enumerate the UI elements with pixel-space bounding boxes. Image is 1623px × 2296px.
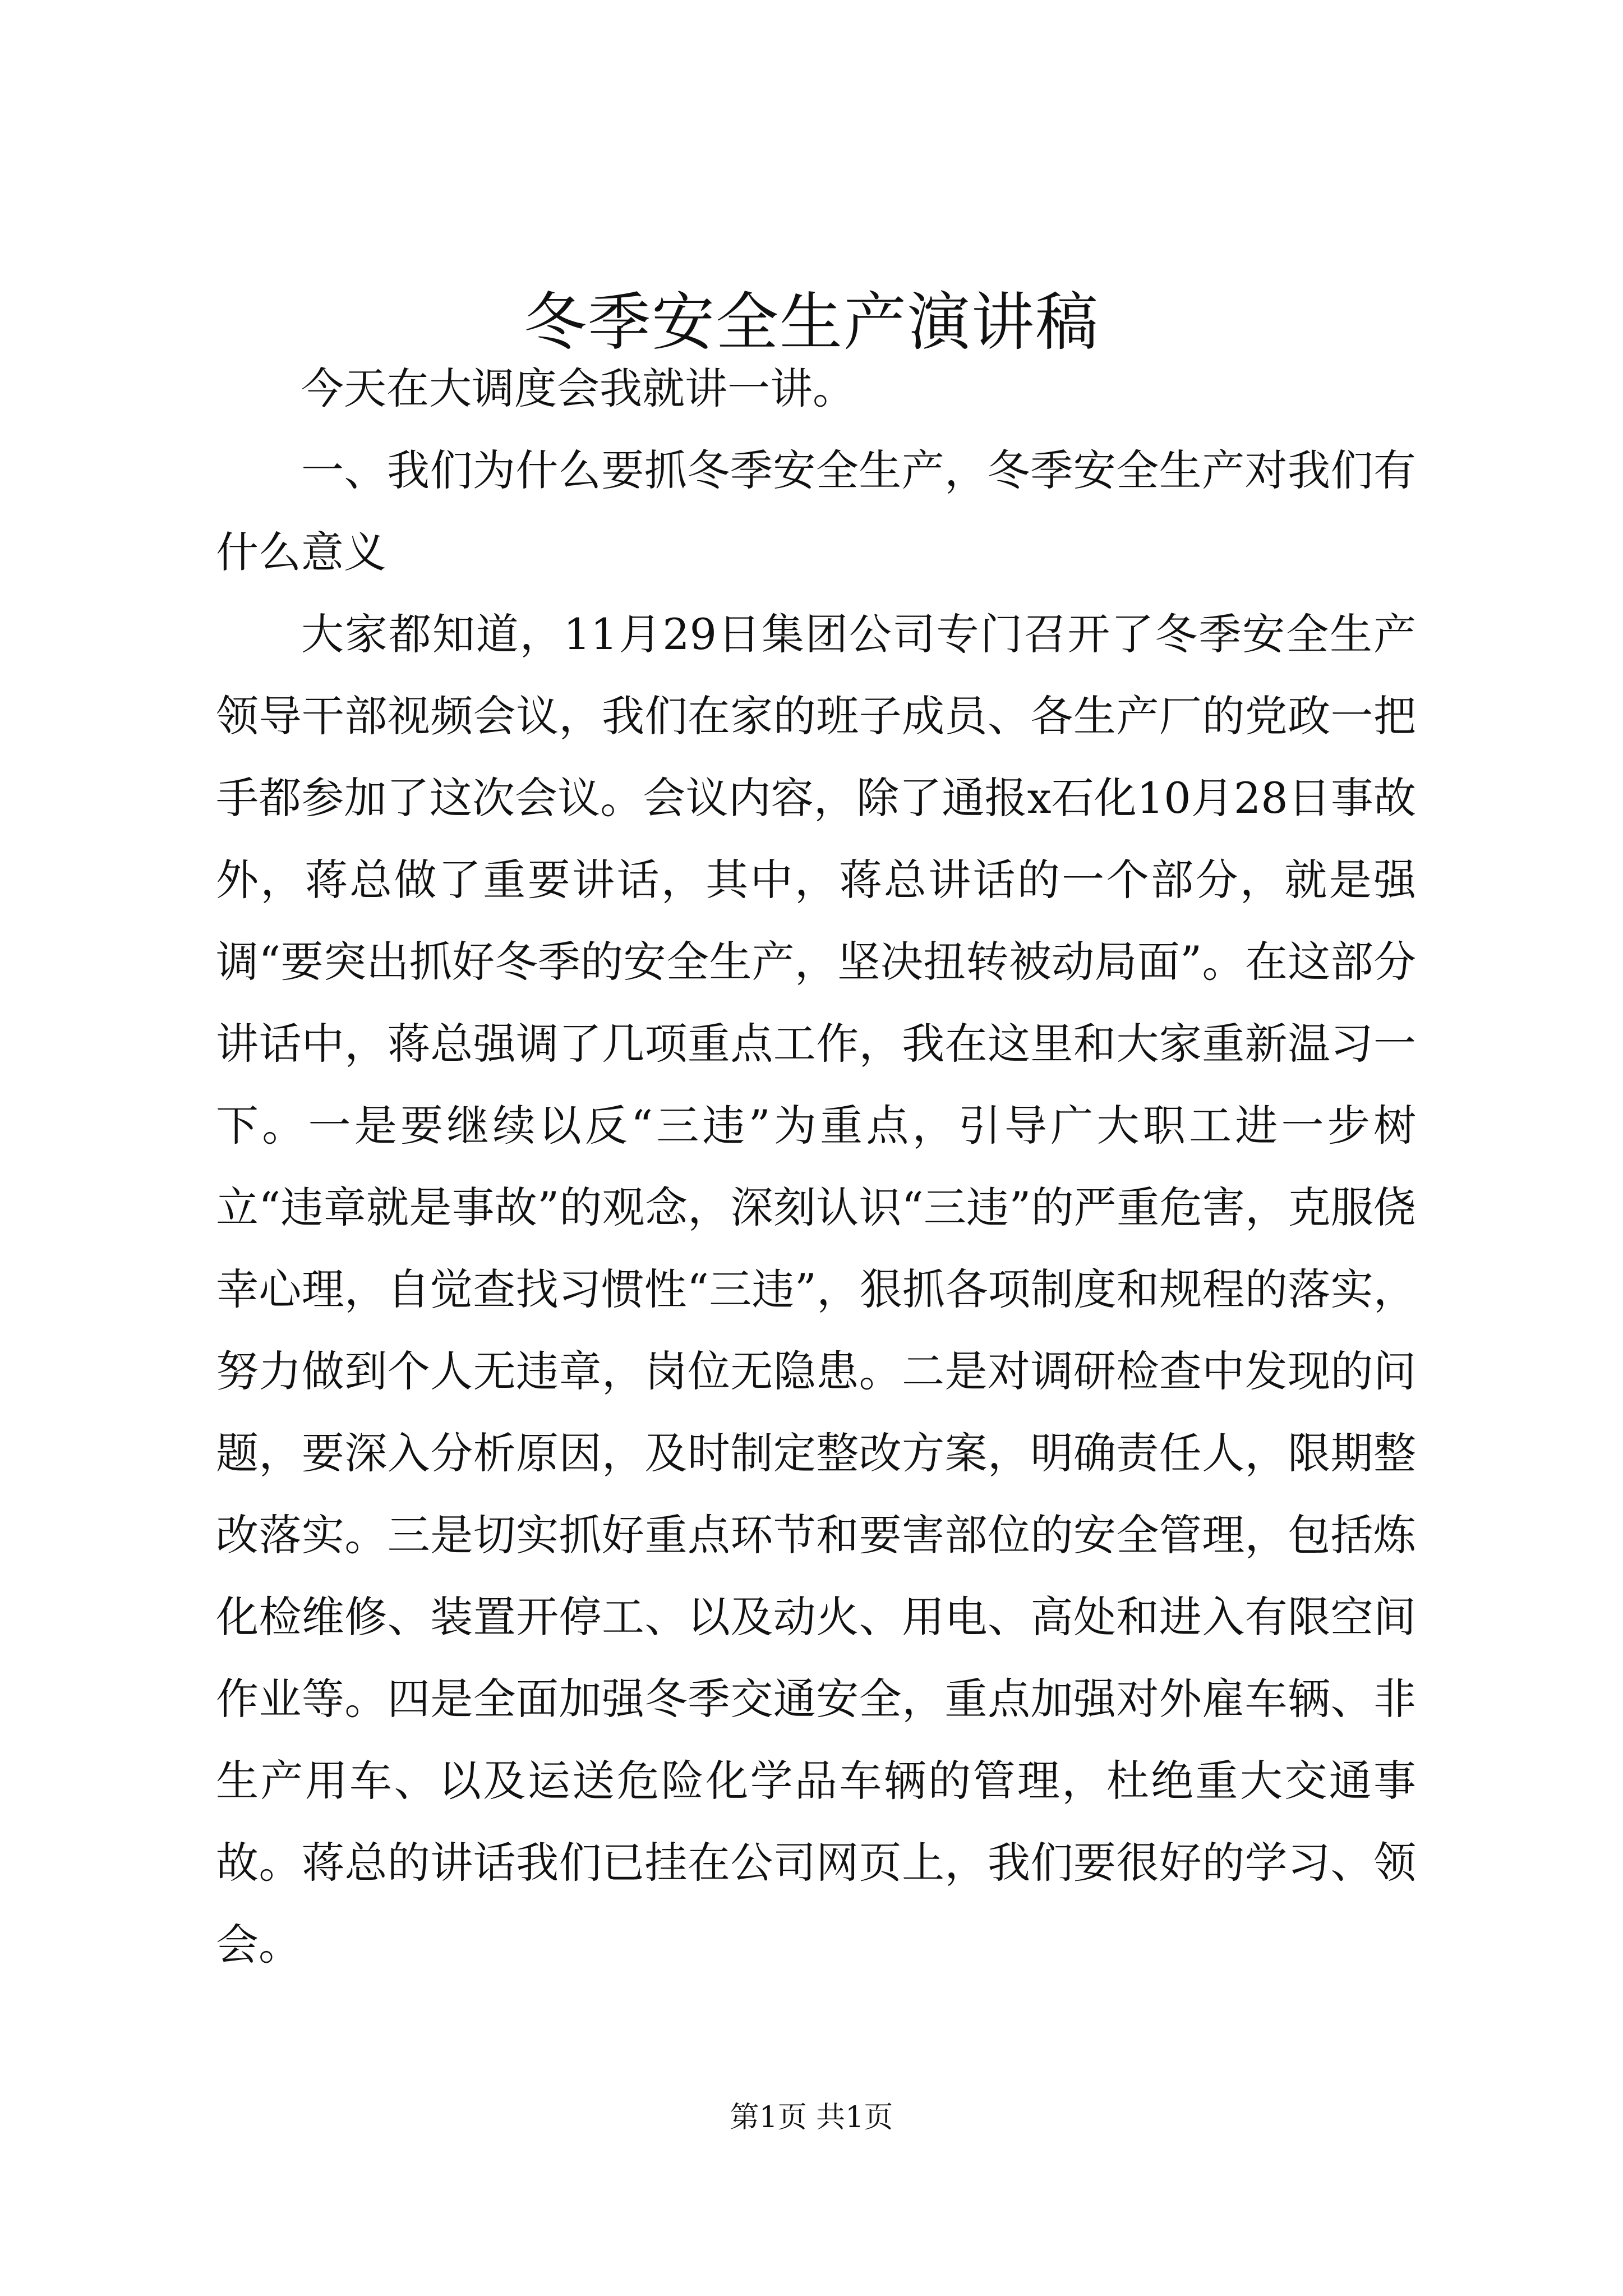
- page-footer: 第1页 共1页: [730, 2101, 893, 2134]
- paragraph-main: 大家都知道，11月29日集团公司专门召开了冬季安全生产领导干部视频会议，我们在家的班子成员、各生产厂的党政一把手都参加了这次会议。会议内容，除了通报x石化10月28日事故外，蒋总做了重要讲话，其中，蒋总讲话的一个部分，就是强调“要突出抓好冬季的安全生产，坚决扭转被动局面”。在这部分讲话中，蒋总强调了几项重点工作，我在这里和大家重新温习一下。一是要继续以反“三违”为重点，引导广大职工进一步树立“违章就是事故”的观念，深刻认识“三违”的严重危害，克服侥幸心理，自觉查找习惯性“三违”，狠抓各项制度和规程的落实，努力做到个人无违章，岗位无隐患。二是对调研检查中发现的问题，要深入分析原因，及时制定整改方案，明确责任人，限期整改落实。三是切实抓好重点环节和要害部位的安全管理，包括炼化检维修、装置开停工、以及动火、用电、高处和进入有限空间作业等。四是全面加强冬季交通安全，重点加强对外雇车辆、非生产用车、以及运送危险化学品车辆的管理，杜绝重大交通事故。蒋总的讲话我们已挂在公司网页上，我们要很好的学习、领会。: [216, 609, 1416, 1970]
- document-title: 冬季安全生产演讲稿: [524, 286, 1099, 359]
- document-body: [216, 348, 1416, 1986]
- paragraph-intro: 今天在大调度会我就讲一讲。: [301, 364, 855, 413]
- paragraph-section-heading: 一、我们为什么要抓冬季安全生产，冬季安全生产对我们有什么意义: [216, 445, 1416, 577]
